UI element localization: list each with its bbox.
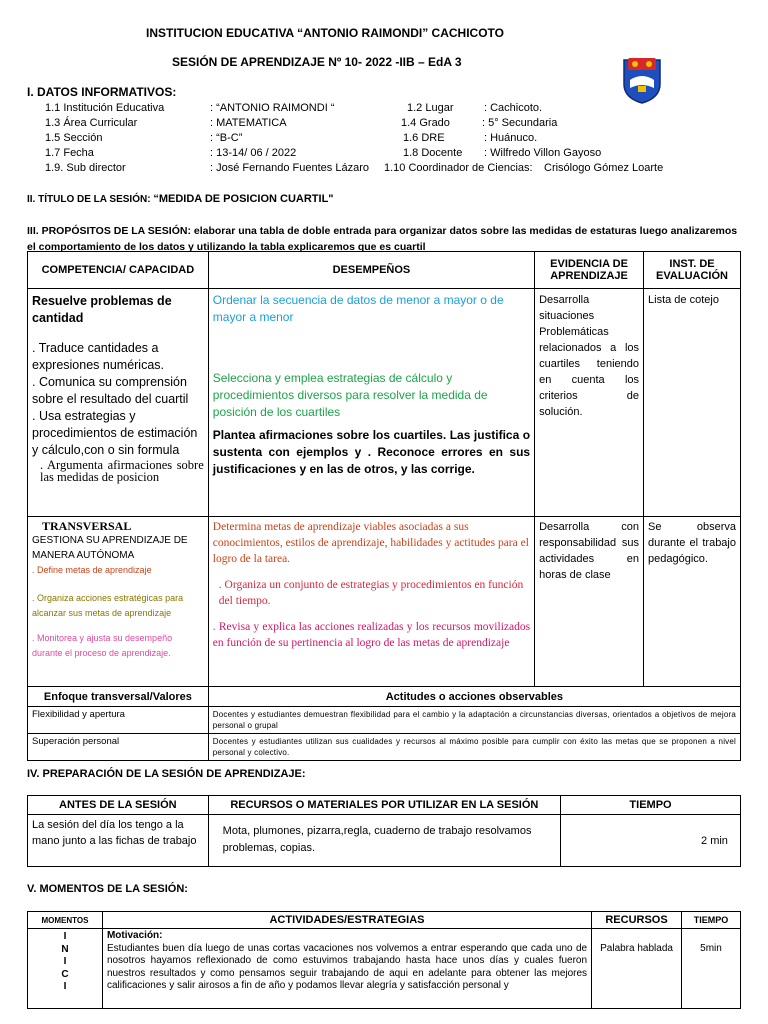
time-cell: 5min — [682, 929, 741, 1009]
col-header-instrument: INST. DE EVALUACIÓN — [644, 252, 741, 289]
before-cell: La sesión del día los tengo a la mano junto a las fichas de trabajo — [28, 815, 209, 867]
col-header-competence: COMPETENCIA/ CAPACIDAD — [28, 252, 209, 289]
col-header-evidence: EVIDENCIA DE APRENDIZAJE — [535, 252, 644, 289]
transversal-capacity: . Organiza acciones estratégicas para alcanzar sus metas de aprendizaje — [32, 593, 184, 618]
section-4-title: IV. PREPARACIÓN DE LA SESIÓN DE APRENDIZAJE: — [27, 768, 306, 780]
info-label: 1.10 Coordinador de Ciencias: — [384, 162, 533, 174]
col-header-performance: DESEMPEÑOS — [208, 252, 534, 289]
moment-letter: I — [63, 931, 67, 942]
info-label: 1.4 Grado — [401, 117, 450, 129]
time-cell: 2 min — [561, 815, 741, 867]
info-label: 1.5 Sección — [45, 132, 103, 144]
instrument-cell: Lista de cotejo — [644, 289, 741, 517]
resources-cell: Mota, plumones, pizarra,regla, cuaderno de trabajo resolvamos problemas, copias. — [208, 815, 560, 867]
performance-cell — [208, 289, 534, 517]
evidence-cell: Desarrolla situaciones Problemáticas relacionados a los cuartiles teniendo en cuenta los criterios de solución. — [535, 289, 644, 517]
enfoque-text: Docentes y estudiantes utilizan sus cualidades y recursos al máximo posible para cumplir con éxito las metas que se proponen a nivel personal y colectivo. — [208, 734, 740, 761]
performance-item: . Organiza un conjunto de estrategias y procedimientos en función del tiempo. — [218, 579, 524, 607]
competence-title: Resuelve problemas de cantidad — [32, 294, 172, 325]
performance-item: Ordenar la secuencia de datos de menor a mayor o de mayor a menor — [212, 293, 504, 324]
performance-item: Selecciona y emplea estrategias de cálculo y procedimientos diversos para resolver la medida de posición de los cuartiles — [212, 371, 488, 419]
info-value: : 13-14/ 06 / 2022 — [210, 147, 297, 159]
col-header-time: TIEMPO — [561, 796, 741, 815]
section-2-label: II. TÍTULO DE LA SESIÓN: — [27, 194, 151, 205]
transversal-competence: GESTIONA SU APRENDIZAJE DE MANERA AUTÓNOMA — [32, 535, 188, 561]
capacity-item: . Usa estrategias y procedimientos de estimación y cálculo,con o sin formula — [32, 409, 198, 457]
activity-text: Estudiantes buen día luego de unas cortas vacaciones nos volvemos a entrar esperando que cada uno de nosotros hayamos reflexionado de como estuvimos trabajando hasta hace unos días y cuales fueron nuestros resultados y como pensamos seguir trabajando de aqui en adelante para obtener las mejores calificaciones y salir airosos a fin de año y podamos llevar alegría y satisfacción personal y — [106, 942, 588, 991]
enfoque-name: Superación personal — [28, 734, 209, 761]
enfoque-name: Flexibilidad y apertura — [28, 707, 209, 734]
school-title: INSTITUCION EDUCATIVA “ANTONIO RAIMONDI” CACHICOTO — [146, 26, 504, 40]
preparation-table — [27, 795, 741, 867]
performance-item: Plantea afirmaciones sobre los cuartiles. Las justifica o sustenta con ejemplos y . Reconoce errores en sus justificaciones y en las de otros, y las corrige. — [212, 428, 531, 476]
info-value: : Huánuco. — [484, 132, 538, 144]
competence-cell — [28, 289, 209, 517]
info-value: : 5° Secundaria — [482, 117, 558, 129]
enfoque-text: Docentes y estudiantes demuestran flexibilidad para el cambio y la adaptación a circunstancias diversas, orientados a objetivos de mejora personal o grupal — [208, 707, 740, 734]
col-header-before: ANTES DE LA SESIÓN — [28, 796, 209, 815]
moment-letter: I — [63, 956, 67, 967]
info-label: 1.9. Sub director — [45, 162, 126, 174]
info-value: : Cachicoto. — [484, 102, 543, 114]
info-label: 1.6 DRE — [403, 132, 445, 144]
transversal-performance-cell — [208, 517, 534, 687]
capacity-item: . Traduce cantidades a expresiones numéricas. — [32, 341, 165, 372]
section-5-title: V. MOMENTOS DE LA SESIÓN: — [27, 883, 188, 895]
activity-cell — [102, 929, 591, 1009]
capacity-item: . Argumenta afirmaciones sobre las medidas de posicion — [40, 458, 204, 484]
info-label: 1.8 Docente — [403, 147, 463, 159]
competence-table — [27, 251, 741, 761]
info-value: : Wilfredo Villon Gayoso — [484, 147, 602, 159]
actitudes-header: Actitudes o acciones observables — [208, 687, 740, 707]
section-1-title: I. DATOS INFORMATIVOS: — [27, 85, 177, 99]
info-label: 1.3 Área Curricular — [45, 117, 138, 129]
resource-cell: Palabra hablada — [592, 929, 682, 1009]
col-header-moments: MOMENTOS — [28, 912, 103, 929]
enfoque-header: Enfoque transversal/Valores — [28, 687, 209, 707]
capacity-item: . Comunica su comprensión sobre el resultado del cuartil — [32, 375, 189, 406]
purpose-text: elaborar una tabla de doble entrada para organizar datos sobre las medidas de estaturas luego analizaremos el comportamiento de los datos y utilizando la tabla explicaremos que es cuartil — [27, 225, 738, 253]
info-label: 1.7 Fecha — [45, 147, 94, 159]
school-logo — [620, 54, 664, 104]
section-3-label: III. PROPÓSITOS DE LA SESIÓN: — [27, 225, 191, 237]
moment-letter: I — [63, 981, 67, 992]
evidence-cell: Desarrolla con responsabilidad sus actividades en horas de clase — [535, 517, 644, 687]
col-header-resources: RECURSOS O MATERIALES POR UTILIZAR EN LA SESIÓN — [208, 796, 560, 815]
info-value: : “B-C” — [210, 132, 243, 144]
section-2 — [27, 193, 334, 205]
moment-letter: C — [61, 968, 69, 980]
info-label: 1.2 Lugar — [407, 102, 454, 114]
transversal-label: TRANSVERSAL — [42, 519, 132, 533]
info-label: 1.1 Institución Educativa — [45, 102, 165, 114]
info-value: Crisólogo Gómez Loarte — [544, 162, 664, 174]
moment-cell — [28, 929, 103, 1009]
motivation-label: Motivación: — [106, 930, 163, 941]
info-value: : MATEMATICA — [210, 117, 287, 129]
col-header-time: TIEMPO — [682, 912, 741, 929]
session-topic: “MEDIDA DE POSICION CUARTIL" — [153, 193, 334, 205]
session-title: SESIÓN DE APRENDIZAJE Nº 10- 2022 -IIB – EdA 3 — [172, 55, 462, 69]
moment-letter: N — [61, 943, 69, 955]
info-value: : José Fernando Fuentes Lázaro — [210, 162, 369, 174]
instrument-cell: Se observa durante el trabajo pedagógico. — [644, 517, 741, 687]
transversal-capacity: . Monitorea y ajusta su desempeño durante el proceso de aprendizaje. — [32, 633, 173, 658]
transversal-cell — [28, 517, 209, 687]
performance-item: Determina metas de aprendizaje viables asociadas a sus conocimientos, estilos de aprendizaje, habilidades y actitudes para el logro de la tarea. — [212, 521, 529, 565]
transversal-capacity: . Define metas de aprendizaje — [32, 565, 152, 575]
info-value: : “ANTONIO RAIMONDI “ — [210, 102, 335, 114]
col-header-activities: ACTIVIDADES/ESTRATEGIAS — [102, 912, 591, 929]
col-header-resources: RECURSOS — [592, 912, 682, 929]
moments-table — [27, 911, 741, 1009]
performance-item: . Revisa y explica las acciones realizadas y los recursos movilizados en función de su pertinencia al logro de las metas de aprendizaje — [212, 621, 531, 649]
